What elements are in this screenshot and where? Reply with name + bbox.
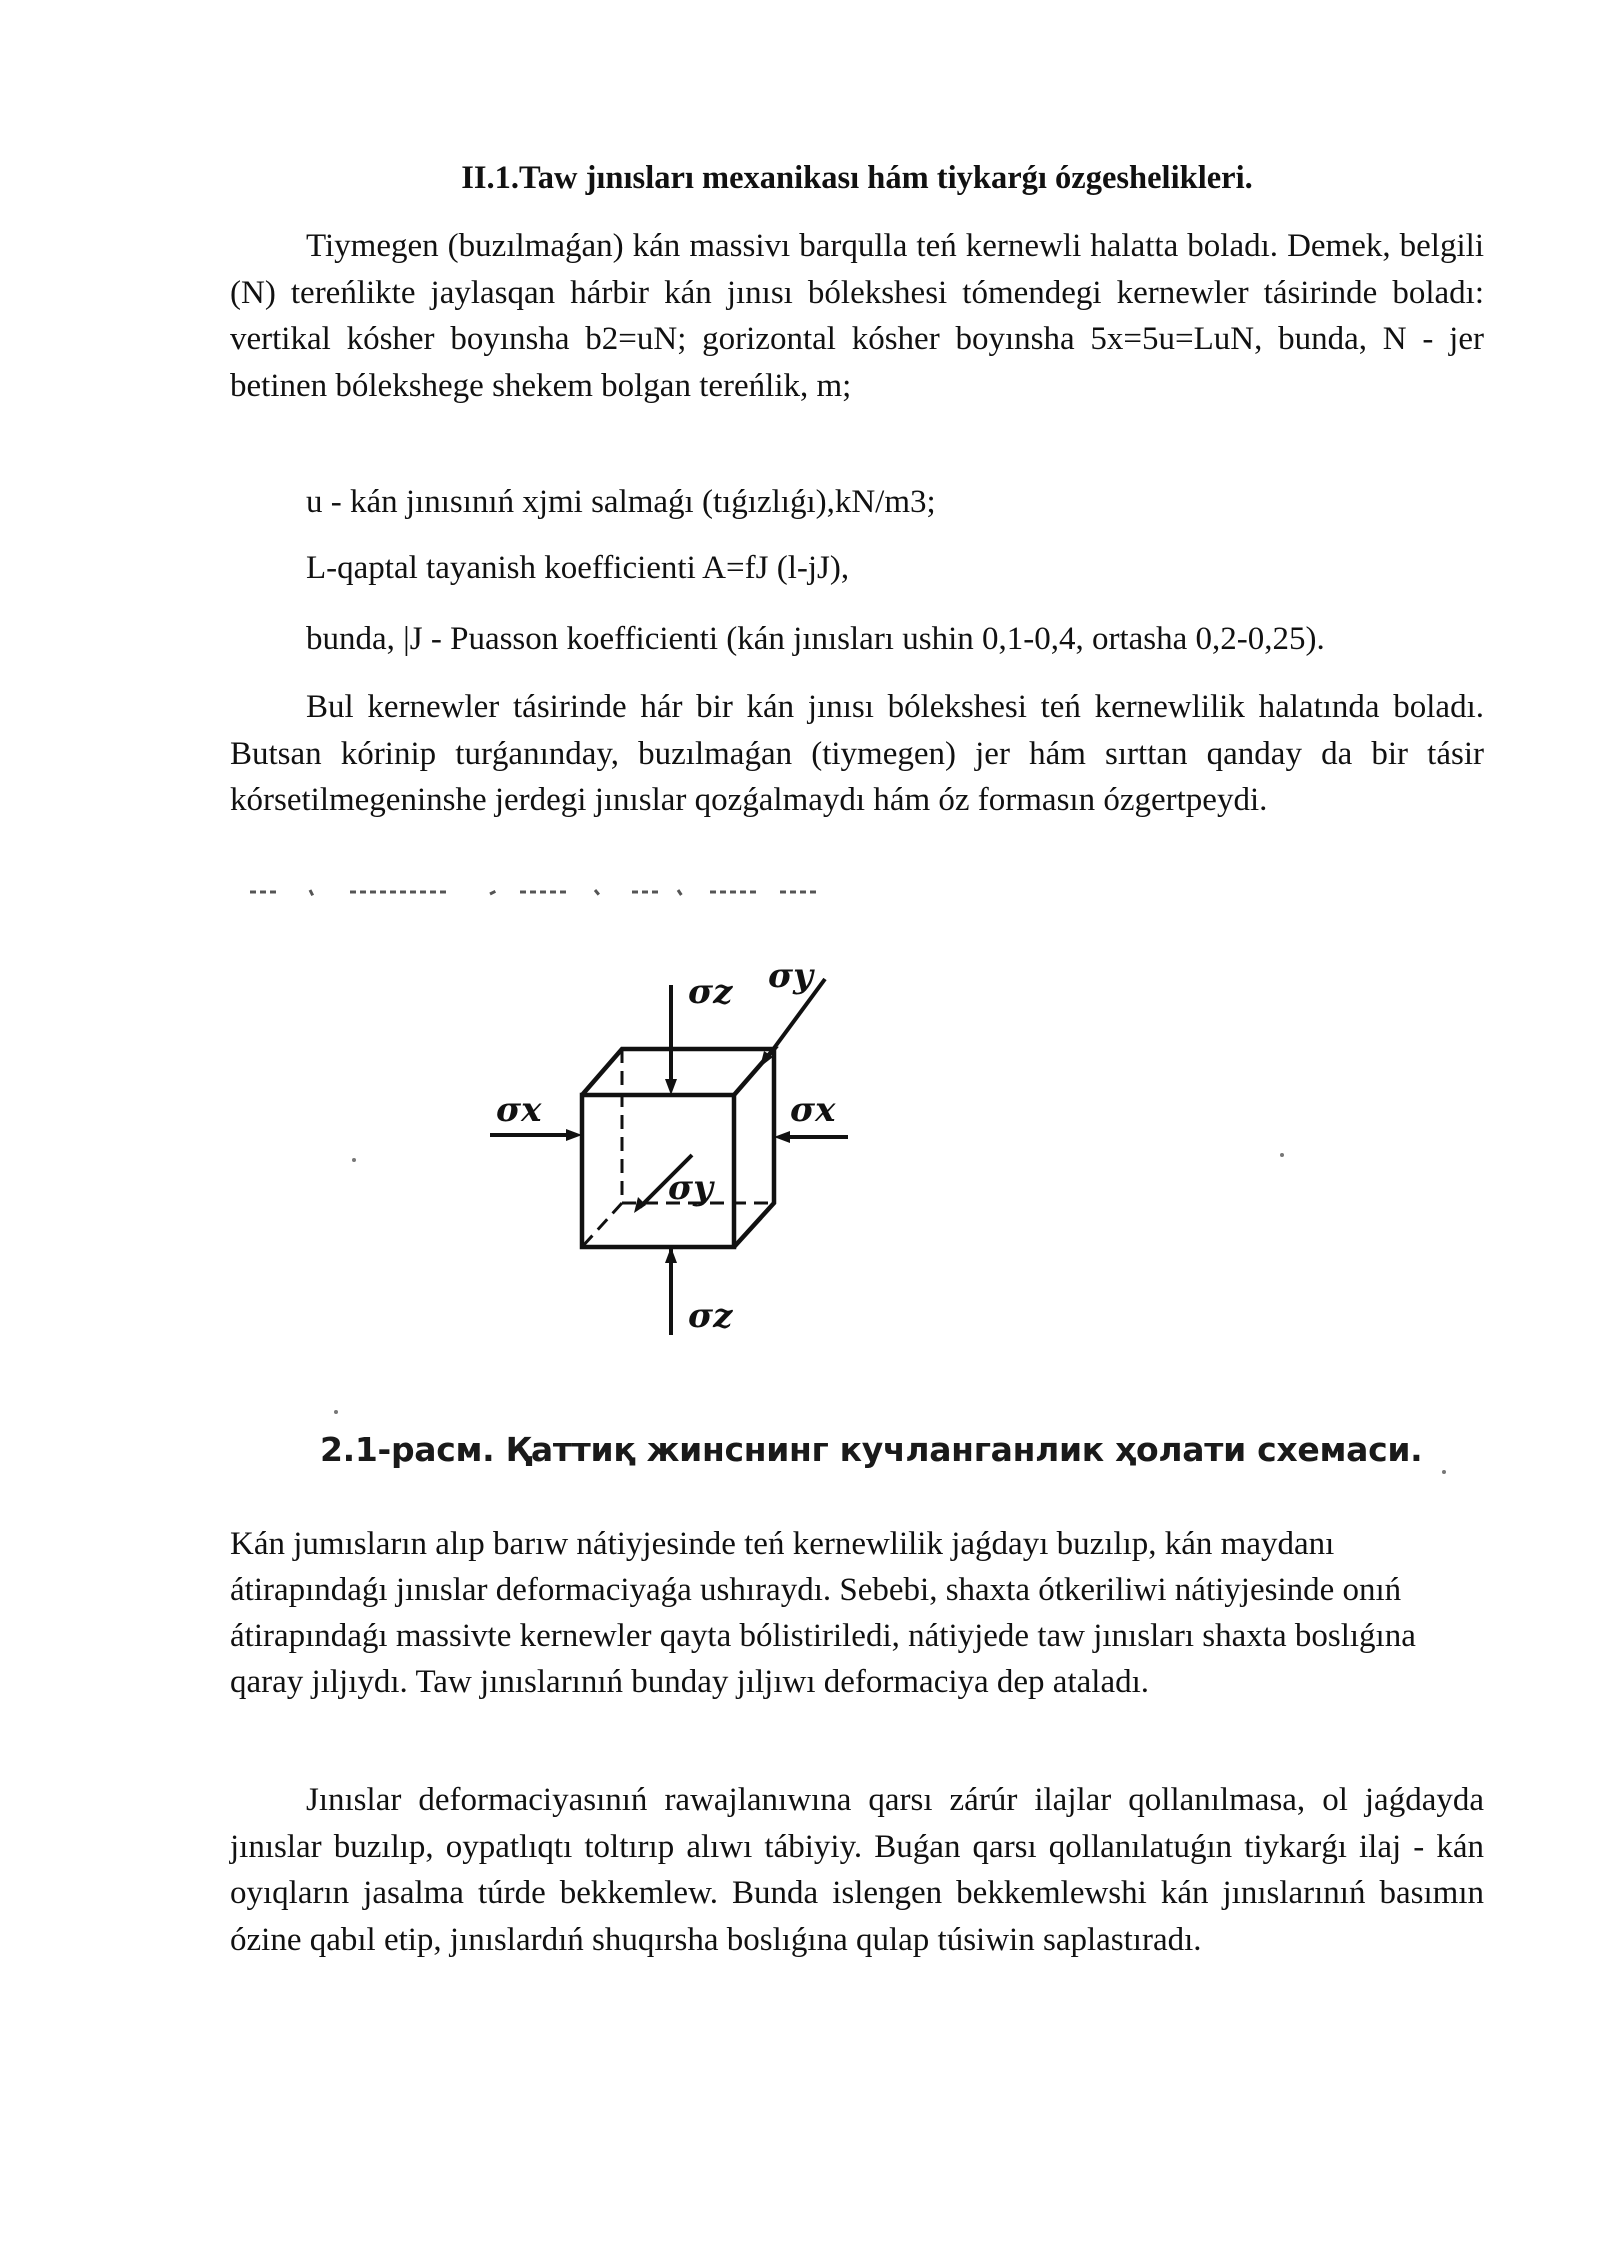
paragraph-support-measures: Jınıslar deformaciyasınıń rawajlanıwına qarsı zárúr ilajlar qollanılmasa, ol jaǵdayda jınıslar buzılıp, oypatlıqtı toltırıp alıwı tábiyiy. Buǵan qarsı qollanılatuǵın tiykarǵı ilaj - kán oyıqların jasalma túrde bekkemlew. Bunda islengen bekkemlewshi kán jınıslarınıń basımın ózine qabıl etip, jınıslardıń shuqırsha boslıǵına qulap túsiwin saplastıradı.	[230, 1782, 1484, 1958]
label-sigma-x-left: σx	[496, 1090, 542, 1130]
label-sigma-y-top: σy	[768, 956, 813, 996]
scan-artifact-strip	[240, 884, 840, 900]
section-heading: II.1.Taw jınısları mexanikası hám tiykarǵı ózgeshelikleri.	[461, 160, 1253, 196]
paragraph-deformation: Kán jumısların alıp barıw nátiyjesinde teń kernewlilik jaǵdayı buzılıp, kán maydanı átirapındaǵı jınıslar deformaciyaǵa ushıraydı. Sebebi, shaxta ótkeriliwi nátiyjesinde onıń átirapındaǵı massivte kernewler qayta bólistiriledi, nátiyjede taw jınısları shaxta boslıǵına qaray jıljıydı. Taw jınıslarınıń bunday jıljıwı deformaciya dep ataladı.	[230, 1526, 1416, 1700]
scan-speck	[334, 1410, 338, 1414]
figure-caption: 2.1-расм. Қаттиқ жинснинг кучланганлик ҳолати схемаси.	[320, 1430, 1423, 1469]
stress-cube-diagram	[470, 935, 890, 1355]
definition-poisson-coefficient: bunda, |J - Puasson koefficienti (kán jınısları ushin 0,1-0,4, ortasha 0,2-0,25).	[306, 621, 1325, 657]
scan-speck	[1280, 1153, 1284, 1157]
cube-hidden-edge-depth	[582, 1203, 622, 1247]
label-sigma-y-center: σy	[668, 1168, 713, 1208]
cube-top-face	[582, 1049, 774, 1095]
definition-lateral-coefficient: L-qaptal tayanish koefficienti A=fJ (l-jJ),	[306, 550, 850, 586]
label-sigma-x-right: σx	[790, 1090, 836, 1130]
paragraph-stress-state: Tiymegen (buzılmaǵan) kán massivı barqulla teń kernewli halatta boladı. Demek, belgili (N) tereńlikte jaylasqan hárbir kán jınısı bólekshesi tómendegi kernewler tásirinde boladı: vertikal kósher boyınsha b2=uN; gorizontal kósher boyınsha 5x=5u=LuN, bunda, N - jer betinen bólekshege shekem bolgan tereńlik, m;	[230, 228, 1484, 404]
scan-speck	[352, 1158, 356, 1162]
paragraph-equilibrium: Bul kernewler tásirinde hár bir kán jınısı bólekshesi teń kernewlilik halatında boladı. Butsan kórinip turǵanınday, buzılmaǵan (tiymegen) jer hám sırttan qanday da bir tásir kórsetilmegeninshe jerdegi jınıslar qozǵalmaydı hám óz formasın ózgertpeydi.	[230, 689, 1484, 818]
label-sigma-z-bottom: σz	[688, 1296, 733, 1336]
label-sigma-z-top: σz	[688, 972, 733, 1012]
definition-unit-weight: u - kán jınısınıń xjmi salmaǵı (tıǵızlıǵı),kN/m3;	[306, 484, 936, 520]
cube-right-face	[734, 1049, 774, 1247]
scan-speck	[1442, 1470, 1446, 1474]
